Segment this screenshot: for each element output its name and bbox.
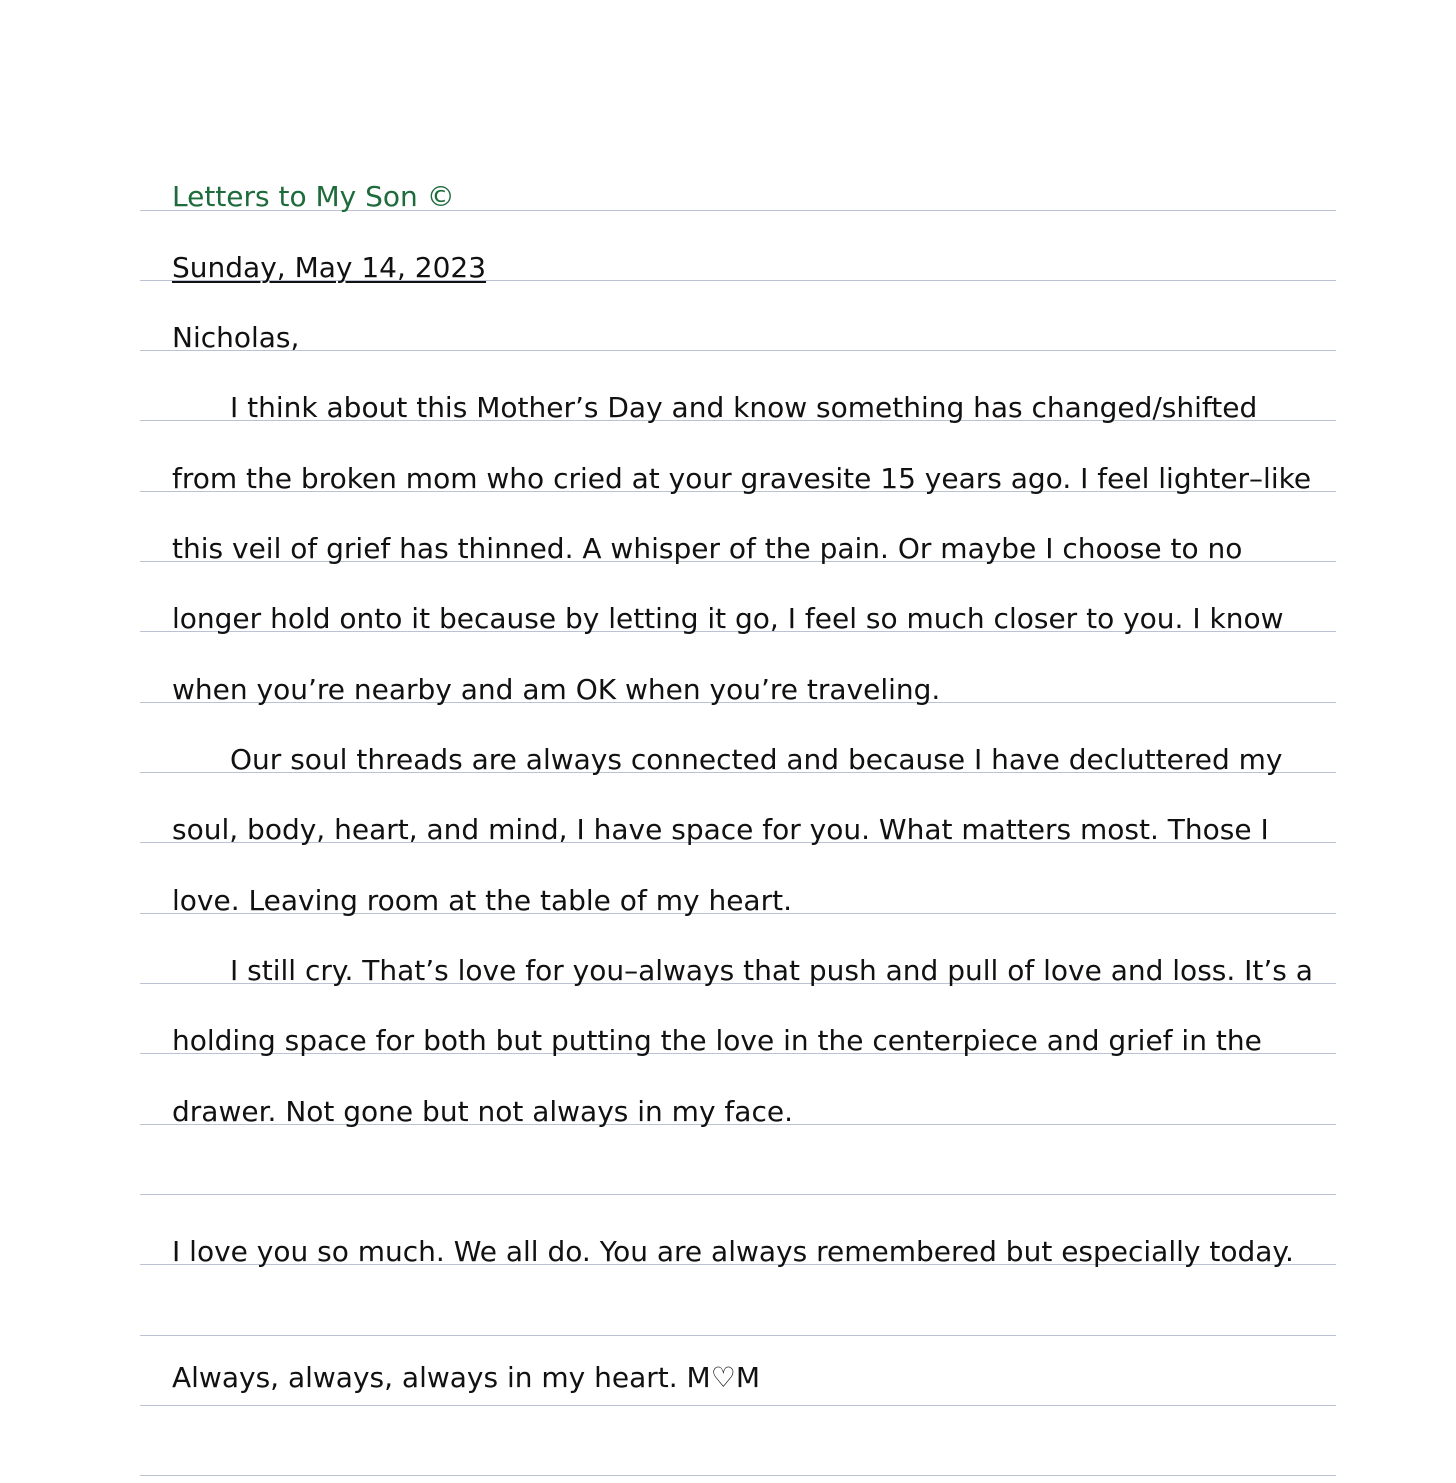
letter-line: I think about this Mother’s Day and know something has changed/shifted xyxy=(230,391,1258,424)
letter-line: love. Leaving room at the table of my heart. xyxy=(172,884,792,917)
closing-line: I love you so much. We all do. You are always remembered but especially today. xyxy=(172,1235,1294,1268)
ruled-line xyxy=(140,1475,1336,1476)
ruled-line xyxy=(140,1405,1336,1406)
letter-line: holding space for both but putting the love in the centerpiece and grief in the xyxy=(172,1024,1262,1057)
letter-line: I still cry. That’s love for you–always that push and pull of love and loss. It’s a xyxy=(230,954,1313,987)
letter-line: drawer. Not gone but not always in my face. xyxy=(172,1095,793,1128)
letter-title: Letters to My Son © xyxy=(172,180,455,213)
salutation: Nicholas, xyxy=(172,321,300,354)
ruled-line xyxy=(140,350,1336,351)
letter-line: from the broken mom who cried at your gravesite 15 years ago. I feel lighter–like xyxy=(172,462,1312,495)
ruled-line xyxy=(140,1194,1336,1195)
letter-line: longer hold onto it because by letting it go, I feel so much closer to you. I know xyxy=(172,602,1284,635)
ruled-line xyxy=(140,1335,1336,1336)
letter-date xyxy=(172,251,486,285)
letter-line: this veil of grief has thinned. A whisper of the pain. Or maybe I choose to no xyxy=(172,532,1243,565)
letter-line: soul, body, heart, and mind, I have space for you. What matters most. Those I xyxy=(172,813,1269,846)
signoff: Always, always, always in my heart. M♡M xyxy=(172,1361,760,1394)
letter-line: Our soul threads are always connected and because I have decluttered my xyxy=(230,743,1283,776)
letter-line: when you’re nearby and am OK when you’re traveling. xyxy=(172,673,941,706)
letter-date-text: Sunday, May 14, 2023 xyxy=(172,251,487,284)
